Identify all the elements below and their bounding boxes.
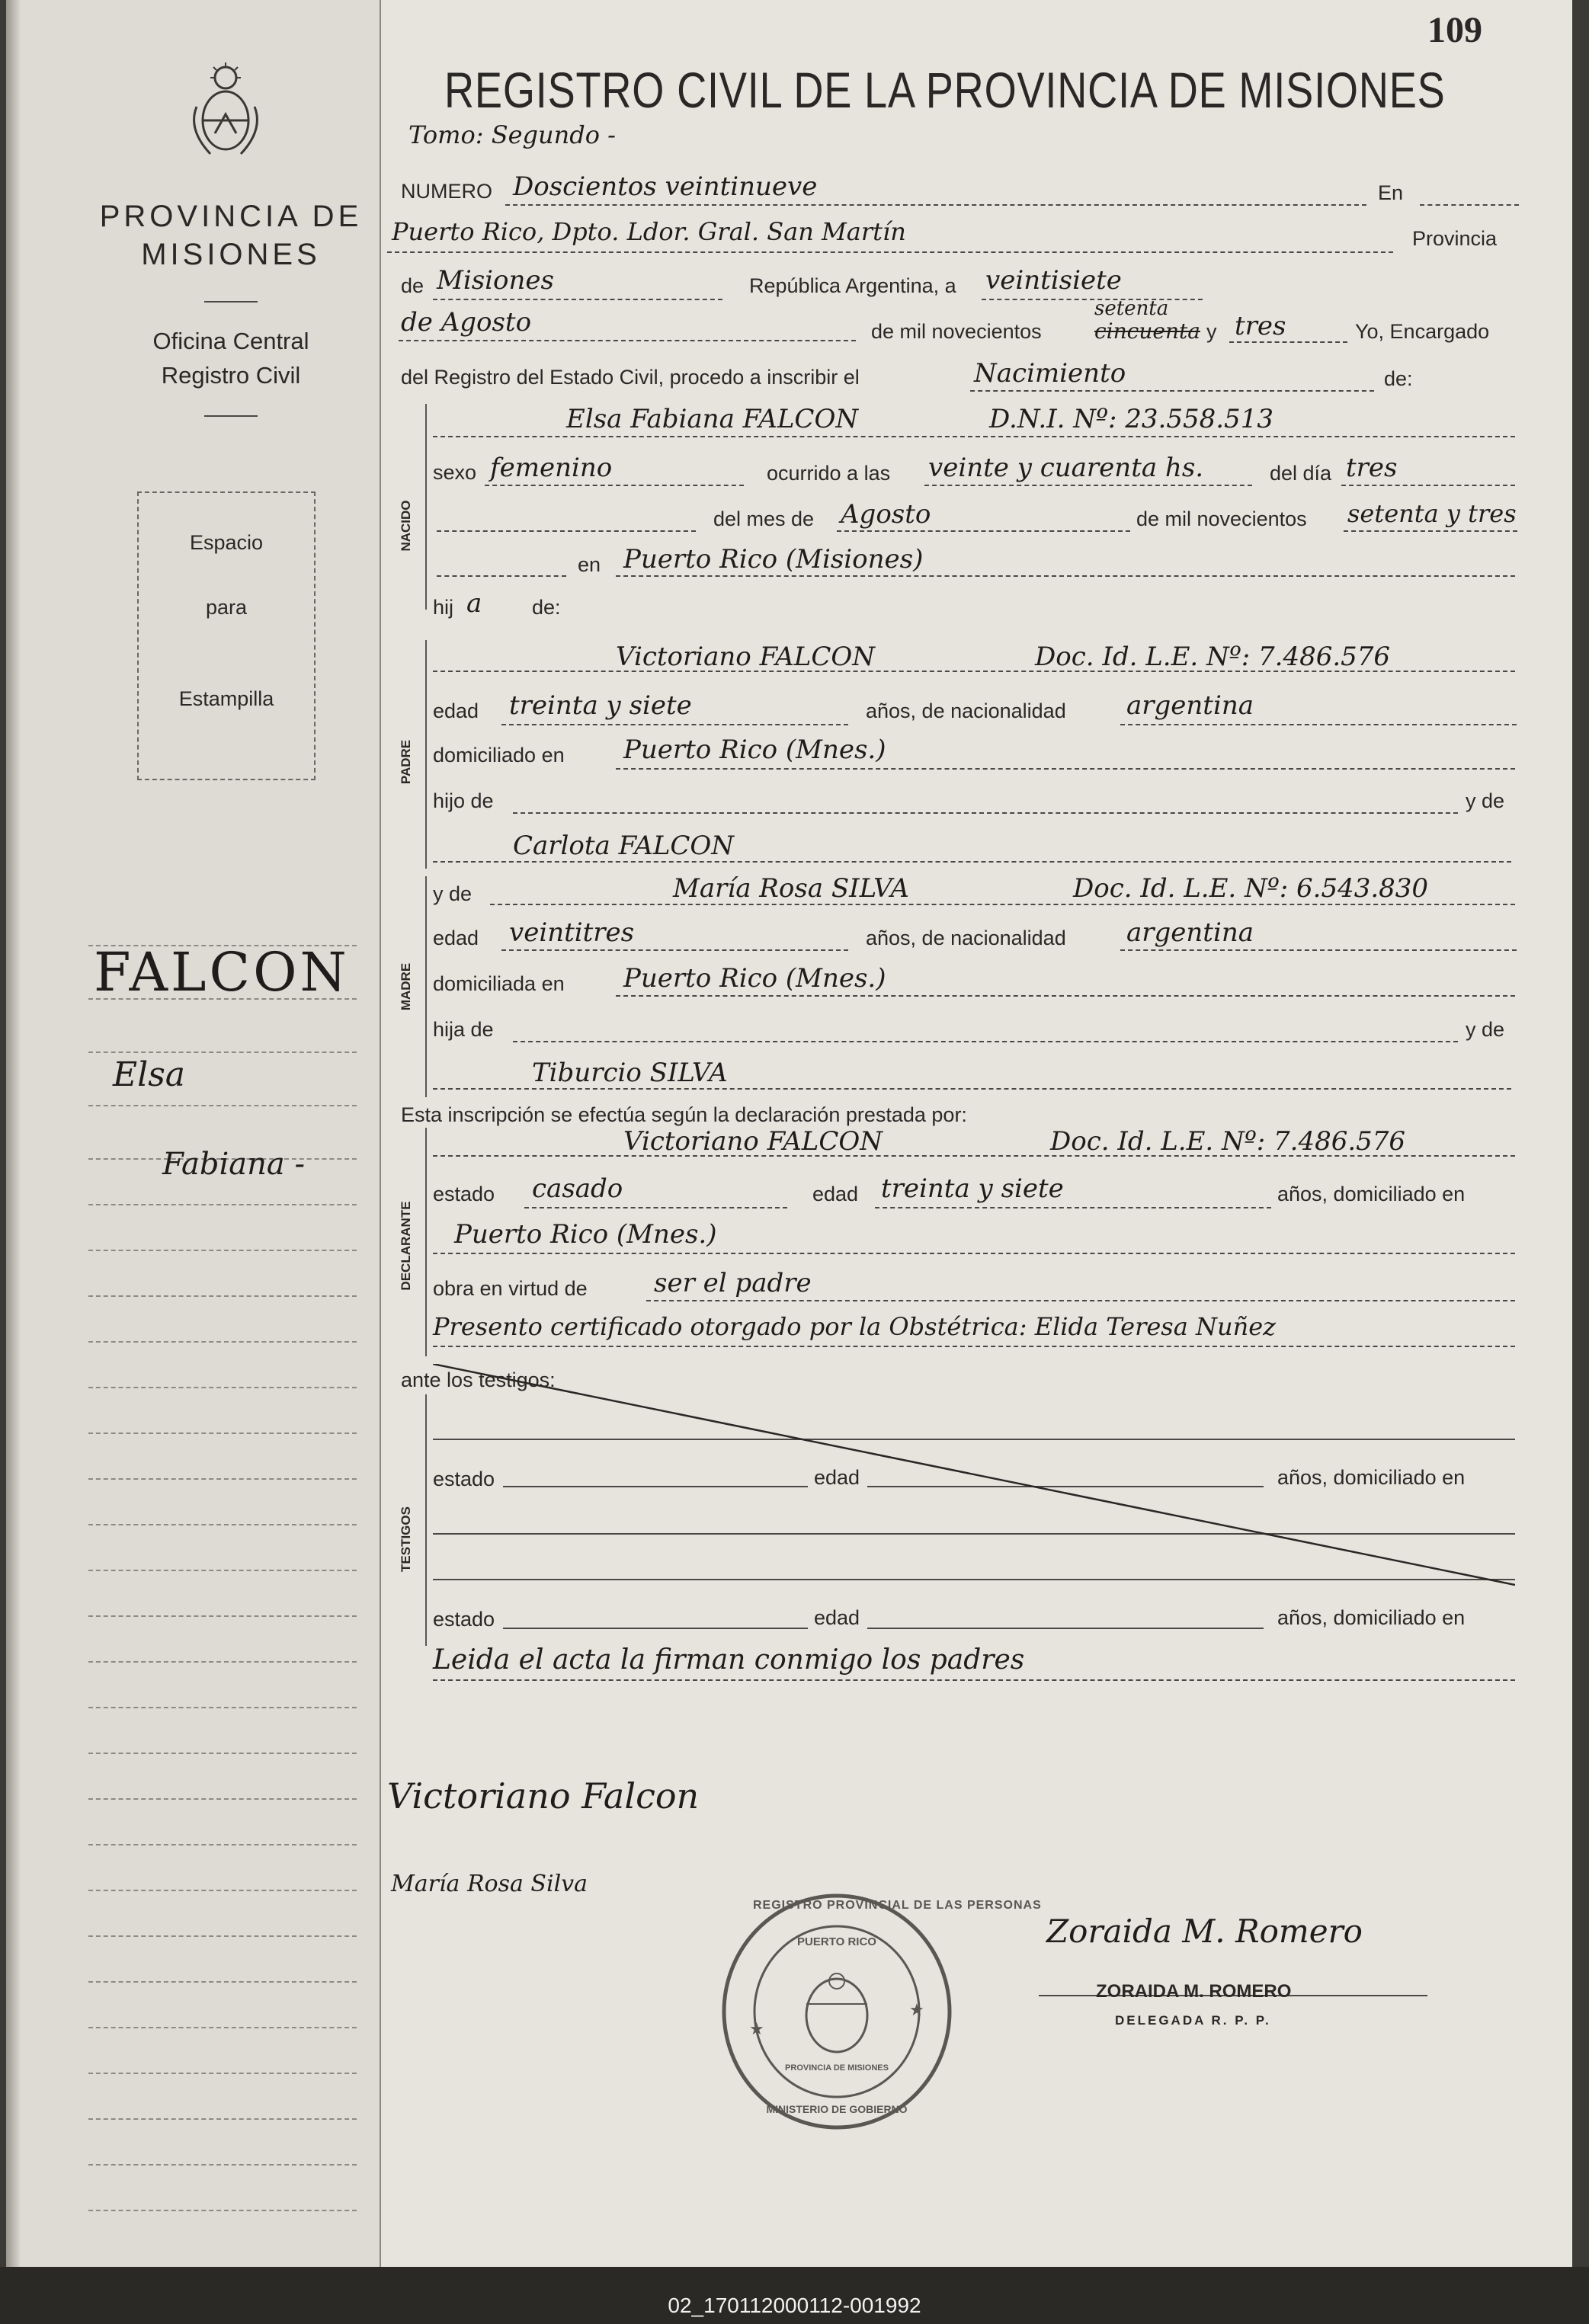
ruled-line: [88, 1981, 357, 1983]
fill-line: [1229, 341, 1347, 343]
fill-line: [970, 390, 1374, 392]
fill-line: [524, 1207, 787, 1208]
fill-line: [1420, 204, 1519, 206]
sexo-label: sexo: [433, 461, 477, 484]
mes-value: Agosto: [841, 499, 931, 530]
section-label-testigos: TESTIGOS: [399, 1506, 413, 1572]
divider: [204, 415, 258, 417]
registry-page: [6, 0, 1572, 2267]
sexo-value: femenino: [490, 453, 613, 483]
mother-signature: María Rosa Silva: [391, 1871, 588, 1897]
official-title: DELEGADA R. P. P.: [1115, 2013, 1271, 2028]
testigo2-anios-label: años, domiciliado en: [1277, 1606, 1466, 1629]
hijo-de-label: hijo de: [433, 789, 494, 812]
yo-label: Yo, Encargado: [1355, 320, 1490, 343]
page-title: REGISTRO CIVIL DE LA PROVINCIA DE MISIONES: [444, 62, 1446, 118]
cancel-diagonal: [433, 1364, 1515, 1593]
svg-text:★: ★: [909, 2001, 924, 2020]
declarante-edad-value: treinta y siete: [881, 1173, 1064, 1204]
fill-line: [616, 575, 1515, 577]
fill-line: [1120, 724, 1517, 725]
section-label-madre: MADRE: [399, 962, 413, 1011]
fill-line: [433, 861, 1511, 863]
fill-line: [433, 1088, 1511, 1090]
province-line-2: MISIONES: [141, 238, 321, 271]
ruled-line: [88, 1478, 357, 1480]
madre-edad-label: edad: [433, 927, 479, 949]
ruled-line: [88, 2164, 357, 2166]
obra-label: obra en virtud de: [433, 1277, 588, 1300]
padre-edad-label: edad: [433, 699, 479, 722]
y-label: y: [1206, 320, 1217, 343]
fill-line: [433, 1679, 1515, 1681]
tomo-note: Tomo: Segundo -: [408, 120, 616, 149]
fill-line: [433, 1155, 1515, 1157]
testigos-intro: ante los testigos:: [401, 1368, 556, 1391]
ruled-line: [88, 1204, 357, 1205]
province-line-1: PROVINCIA DE: [99, 200, 363, 233]
fill-line: [433, 436, 1515, 437]
provincia-label: Provincia: [1412, 227, 1498, 250]
padre-nacionalidad: argentina: [1126, 690, 1254, 721]
fill-line: [513, 1041, 1458, 1042]
fill-line: [646, 1300, 1515, 1301]
day-value: veintisiete: [985, 265, 1122, 296]
fill-line: [924, 485, 1252, 486]
fill-line: [437, 530, 696, 532]
padre-y-de-label: y de: [1466, 789, 1505, 812]
en-label: En: [1378, 181, 1404, 204]
ruled-line: [88, 1295, 357, 1297]
padre-madre-name: Carlota FALCON: [513, 831, 735, 861]
certificado-note: Presento certificado otorgado por la Obstétrica: Elida Teresa Nuñez: [433, 1312, 1276, 1341]
padre-edad-value: treinta y siete: [509, 690, 692, 721]
fill-line: [503, 1628, 808, 1629]
section-bracket: [425, 876, 427, 1097]
de-label: de: [401, 274, 424, 297]
closing-note: Leida el acta la firman conmigo los padres: [433, 1644, 1025, 1676]
fill-line: [501, 949, 848, 951]
fill-line: [837, 530, 1130, 532]
ruled-line: [88, 2118, 357, 2120]
divider: [204, 301, 258, 303]
de-colon: de:: [1384, 367, 1413, 390]
ruled-line: [88, 1524, 357, 1525]
ruled-line: [88, 2210, 357, 2211]
ruled-line: [88, 1798, 357, 1800]
fill-line: [433, 299, 722, 300]
padre-name: Victoriano FALCON: [616, 642, 875, 672]
ruled-line: [88, 1707, 357, 1708]
section-label-declarante: DECLARANTE: [399, 1201, 413, 1291]
year-struck: cincuenta: [1094, 319, 1200, 344]
seal-outer-text: REGISTRO PROVINCIAL DE LAS PERSONAS: [753, 1899, 1042, 1912]
ruled-line: [88, 1105, 357, 1106]
stamp-box-line: para: [205, 596, 248, 619]
declarante-domicilio: Puerto Rico (Mnes.): [454, 1219, 717, 1250]
declarante-intro: Esta inscripción se efectúa según la declaración prestada por:: [401, 1103, 967, 1126]
coat-of-arms-icon: [180, 61, 271, 160]
month-value: de Agosto: [401, 307, 532, 338]
svg-text:★: ★: [749, 2020, 764, 2039]
declarante-estado-label: estado: [433, 1183, 495, 1205]
ruled-line: [88, 1432, 357, 1434]
fill-line: [501, 724, 848, 725]
stamp-box: [137, 491, 316, 780]
declarante-anios-label: años, domiciliado en: [1277, 1183, 1466, 1205]
stamp-box-line: Estampilla: [178, 687, 274, 710]
testigo1-edad-label: edad: [814, 1466, 860, 1489]
del-dia-label: del día: [1270, 462, 1332, 485]
official-seal: [719, 1890, 1042, 2134]
padre-anios-label: años, de nacionalidad: [866, 699, 1066, 722]
fill-line: [875, 1207, 1271, 1208]
testigo1-anios-label: años, domiciliado en: [1277, 1466, 1466, 1489]
declarante-estado-value: casado: [532, 1173, 623, 1204]
madre-y-de-label-2: y de: [1466, 1018, 1505, 1041]
madre-anios-label: años, de nacionalidad: [866, 927, 1066, 949]
seal-inner-bottom: PROVINCIA DE MISIONES: [785, 2063, 889, 2073]
madre-nacionalidad: argentina: [1126, 917, 1254, 948]
year-inserted: setenta: [1094, 297, 1169, 320]
registro-label: del Registro del Estado Civil, procedo a inscribir el: [401, 366, 860, 389]
ruled-line: [88, 1250, 357, 1251]
section-bracket: [425, 1128, 427, 1356]
fill-line: [433, 1346, 1515, 1347]
madre-y-de-label: y de: [433, 882, 473, 905]
margin-second-name: Fabiana -: [162, 1147, 305, 1182]
nacido-dni: D.N.I. Nº: 23.558.513: [989, 404, 1273, 434]
fill-line: [437, 575, 566, 577]
section-bracket: [425, 404, 427, 610]
ruled-line: [88, 1890, 357, 1891]
ocurrido-label: ocurrido a las: [767, 462, 891, 485]
hij-suffix: a: [466, 588, 482, 619]
scan-caption: 02_170112000112-001992: [668, 2294, 921, 2317]
hij-label: hij: [433, 596, 454, 619]
numero-label: NUMERO: [401, 180, 492, 203]
hija-de-label: hija de: [433, 1018, 494, 1041]
padre-domicilio-value: Puerto Rico (Mnes.): [623, 735, 886, 765]
ruled-line: [88, 2027, 357, 2028]
fill-line: [616, 768, 1515, 770]
ruled-line: [88, 1387, 357, 1388]
numero-value: Doscientos veintinueve: [513, 171, 818, 202]
madre-doc: Doc. Id. L.E. Nº: 6.543.830: [1073, 873, 1429, 904]
fill-line: [485, 485, 744, 486]
margin-first-name: Elsa: [113, 1055, 186, 1094]
nacido-name: Elsa Fabiana FALCON: [566, 404, 859, 434]
fill-line: [867, 1628, 1264, 1629]
hora-value: veinte y cuarenta hs.: [928, 453, 1204, 483]
seal-emblem-icon: [719, 1890, 1042, 2134]
section-label-padre: PADRE: [399, 739, 413, 785]
fill-line: [505, 204, 1366, 206]
testigo2-estado-label: estado: [433, 1608, 495, 1631]
ruled-line: [88, 1615, 357, 1617]
office-line-2: Registro Civil: [161, 362, 301, 389]
section-bracket: [425, 1394, 427, 1646]
fill-line: [433, 1253, 1515, 1254]
sidebar-column: [6, 0, 381, 2267]
hij-de-label: de:: [532, 596, 561, 619]
madre-edad-value: veintitres: [509, 917, 635, 948]
fill-line: [399, 340, 856, 341]
margin-surname: FALCON: [94, 941, 350, 1004]
fill-line: [433, 671, 1515, 672]
republica-label: República Argentina, a: [749, 274, 956, 297]
fill-line: [513, 812, 1458, 814]
ruled-line: [88, 1570, 357, 1571]
testigo2-edad-label: edad: [814, 1606, 860, 1629]
official-signature: Zoraida M. Romero: [1046, 1913, 1363, 1950]
ruled-line: [88, 1753, 357, 1754]
de-mil-label: de mil novecientos: [871, 320, 1042, 343]
section-label-nacido: NACIDO: [399, 500, 413, 552]
anio-value: setenta y tres: [1347, 499, 1517, 528]
fill-line: [982, 299, 1203, 300]
del-mes-label: del mes de: [713, 507, 815, 530]
ruled-line: [88, 1661, 357, 1663]
fill-line: [1120, 949, 1517, 951]
obra-value: ser el padre: [654, 1268, 812, 1298]
madre-name: María Rosa SILVA: [673, 873, 909, 904]
seal-inner-top: PUERTO RICO: [797, 1935, 876, 1948]
fill-line: [490, 904, 1515, 905]
fill-line: [1341, 485, 1515, 486]
province-value: Misiones: [437, 265, 554, 296]
fill-line: [387, 251, 1393, 253]
padre-domicilio-label: domiciliado en: [433, 744, 565, 767]
place-value: Puerto Rico, Dpto. Ldor. Gral. San Martín: [392, 217, 906, 246]
act-type: Nacimiento: [974, 358, 1126, 389]
fill-line: [1344, 530, 1517, 532]
dia-value: tres: [1346, 453, 1398, 483]
lugar-value: Puerto Rico (Misiones): [623, 544, 924, 575]
declarante-name: Victoriano FALCON: [623, 1126, 883, 1157]
father-signature: Victoriano Falcon: [387, 1775, 700, 1817]
ruled-line: [88, 1844, 357, 1845]
year-units: tres: [1235, 311, 1286, 341]
madre-domicilio-value: Puerto Rico (Mnes.): [623, 963, 886, 994]
stamp-box-line: Espacio: [189, 531, 264, 554]
section-bracket: [425, 640, 427, 869]
official-printed-name: ZORAIDA M. ROMERO: [1096, 1981, 1292, 2002]
ruled-line: [88, 1935, 357, 1937]
en-label-2: en: [578, 553, 601, 576]
ruled-line: [88, 1341, 357, 1343]
ruled-line: [88, 2073, 357, 2074]
de-mil-label-2: de mil novecientos: [1136, 507, 1307, 530]
seal-bottom-text: MINISTERIO DE GOBIERNO: [766, 2103, 908, 2115]
declarante-edad-label: edad: [812, 1183, 859, 1205]
ruled-line: [88, 1052, 357, 1053]
office-line-1: Oficina Central: [152, 328, 309, 354]
page-binding: [6, 0, 20, 2267]
madre-domicilio-label: domiciliada en: [433, 972, 565, 995]
padre-doc: Doc. Id. L.E. Nº: 7.486.576: [1035, 642, 1391, 672]
declarante-doc: Doc. Id. L.E. Nº: 7.486.576: [1050, 1126, 1406, 1157]
testigo1-estado-label: estado: [433, 1468, 495, 1490]
madre-padre-name: Tiburcio SILVA: [532, 1058, 728, 1088]
fill-line: [616, 995, 1515, 997]
page-number: 109: [1427, 10, 1482, 50]
